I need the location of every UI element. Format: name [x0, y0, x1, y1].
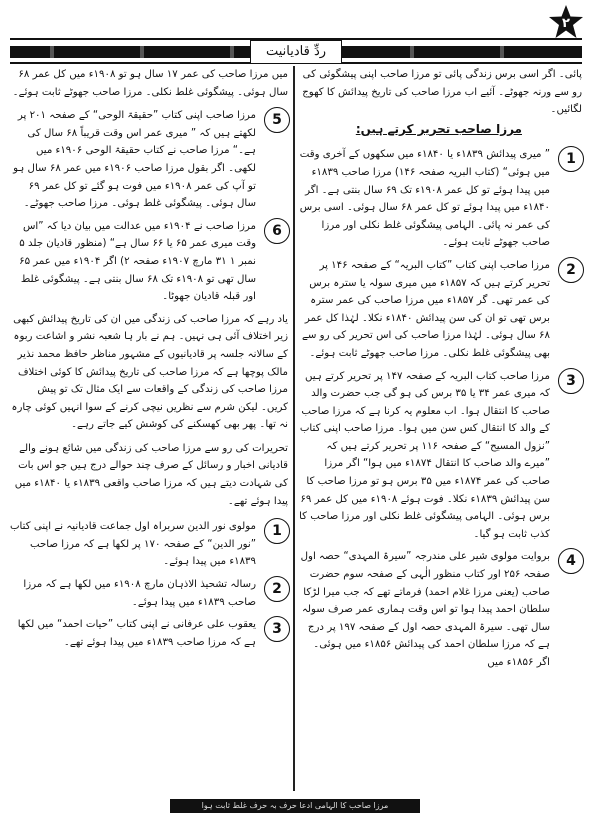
- item-text: مرزا صاحب اپنی کتاب ”حقیقۃ الوحی“ کے صفحہ ۲۰۱ پر لکھتے ہیں کہ ” میری عمر اس وقت قریباً ۶۸ سال کی ہے۔“ مرزا صاحب نے کتاب حقیقۃ الوحی ۱۹۰۶ء میں لکھی۔ اگر بقول مرزا صاحب ۱۹۰۶ء میں عمر ۶۸ سال ہو تو آپ کی عمر ۱۹۰۸ء میں فوت ہو گئے تو کل عمر ۶۹ سال ہوئی۔ پیشگوئی غلط ہوئی۔ مرزا صاحب جھوٹے۔: [13, 110, 256, 210]
- left-intro: میں مرزا صاحب کی عمر ۱۷ سال ہو تو ۱۹۰۸ء میں کل عمر ۶۸ سال ہوئی۔ پیشگوئی غلط نکلی۔ مرزا صاحب جھوٹے ثابت ہوئے۔: [12, 69, 288, 98]
- page-number-badge: ۲: [562, 16, 570, 31]
- item-text: یعقوب علی عرفانی نے اپنی کتاب ”حیات احمد“ میں لکھا ہے کہ مرزا صاحب ۱۸۳۹ء میں پیدا ہوئے تھے۔: [17, 619, 256, 648]
- reference-item: [8, 616, 288, 651]
- item-text: مرزا صاحب نے ۱۹۰۴ء میں عدالت میں بیان دیا کہ ”اس وقت میری عمر ۶۵ یا ۶۶ سال ہے“ (منظور قادیان جلد ۵ نمبر ۱ ۳۱ مارچ ۱۹۰۷ء صفحہ ۲) اگر ۱۹۰۴ء میں عمر ۶۵ سال تھی تو ۱۹۰۸ء تک ۶۸ سال بنتی ہے۔ پیشگوئی غلط اور قبلہ قادیان جھوٹا۔: [19, 220, 256, 303]
- item-text: مولوی نور الدین سربراہ اول جماعت قادیانیہ نے اپنی کتاب ”نور الدین“ کے صفحہ ۱۷۰ پر لکھا ہے کہ مرزا صاحب ۱۸۳۹ء میں پیدا ہوئے۔: [9, 521, 256, 568]
- reference-item: [8, 518, 288, 571]
- item-text: ” میری پیدائش ۱۸۳۹ء یا ۱۸۴۰ء میں سکھوں کے آخری وقت میں ہوئی“ (کتاب البریہ صفحہ ۱۴۶) مرزا صاحب ۱۸۳۹ء میں پیدا ہوئے تو کل عمر ۱۹۰۸ء تک ۶۹ سال بنتی ہے۔ اگر ۱۸۴۰ء میں پیدا ہوئے تو کل عمر ۶۸ سال ہوئی۔ اسی برس کی عمر نہ پائی۔ الہامی پیشگوئی غلط نکلی اور مرزا صاحب جھوٹے ثابت ہوئے۔: [299, 149, 550, 249]
- list-item: [8, 218, 288, 306]
- item-number: 2: [264, 576, 290, 602]
- item-text: بروایت مولوی شیر علی مندرجہ ”سیرۃ المہدی“ حصہ اول صفحہ ۲۵۶ اور کتاب منظور الٰہی کے صفحہ سوم حضرت صاحب (یعنی مرزا غلام احمد) فرماتے تھے کہ جب میرا لڑکا سلطان احمد پیدا ہوا تو اس وقت ہماری عمر صرف سولہ سال تھی۔ سیرۃ المہدی حصہ اول کے صفحہ ۱۹۷ پر درج ہے کہ مرزا سلطان احمد کی پیدائش ۱۸۵۶ء میں ہوئی۔ اگر ۱۸۵۶ء میں: [300, 551, 550, 668]
- item-number: 4: [558, 548, 584, 574]
- item-text: رسالہ تشحیذ الاذہان مارچ ۱۹۰۸ء میں لکھا ہے کہ مرزا صاحب ۱۸۳۹ء میں پیدا ہوئے۔: [23, 579, 256, 608]
- list-item: [298, 257, 582, 363]
- item-number: 1: [558, 146, 584, 172]
- list-item: [298, 146, 582, 252]
- right-intro: پائی۔ اگر اسی برس زندگی پائی تو مرزا صاحب اپنی پیشگوئی کی رو سے ورنہ جھوٹے۔ آئیے اب مرزا صاحب کی تاریخ پیدائش کا کھوج لگائیں۔: [302, 69, 582, 116]
- column-divider: [293, 66, 295, 791]
- page-title: ردِّ قادیانیت: [250, 40, 342, 64]
- list-item: [298, 548, 582, 671]
- left-paragraph: یاد رہے کہ مرزا صاحب کی زندگی میں ان کی تاریخ پیدائش کبھی زیر اختلاف آئی ہی نہیں۔ ہم نے بار ہا شعبہ نشر و اشاعت ربوہ کے سالانہ جلسہ پر قادیانیوں کے مشہور مناظر حافظ محمد نذیر مالک پوچھا ہے کہ مرزا صاحب کی تاریخ پیدائش کا کوئی اختلاف مرزا صاحب کی زندگی کے واقعات سے ایک مثال تک تو پیش کریں۔ لیکن شرم سے نظریں نیچی کرنے کے سوا انہیں کوئی چارہ نہ تھا۔ پھر بھی کھسکنے کی کوشش کیے جاتے رہے۔: [11, 313, 288, 431]
- item-number: 5: [264, 107, 290, 133]
- item-number: 6: [264, 218, 290, 244]
- left-column: [8, 66, 288, 656]
- item-number: 3: [264, 616, 290, 642]
- left-paragraph: تحریرات کی رو سے مرزا صاحب کی زندگی میں شائع ہونے والے قادیانی اخبار و رسائل کے صرف چند حوالے درج ہیں جو اس بات کی شہادت دیتے ہیں کہ مرزا صاحب واقعی ۱۸۳۹ء یا ۱۸۴۰ء میں پیدا ہوئے تھے۔: [14, 442, 288, 507]
- item-number: 1: [264, 518, 290, 544]
- item-text: مرزا صاحب کتاب البریہ کے صفحہ ۱۴۷ پر تحریر کرتے ہیں کہ میری عمر ۳۴ یا ۳۵ برس کی ہو گی جب حضرت والد صاحب کا انتقال ہوا۔ اب معلوم یہ کرنا ہے کہ مرزا صاحب کے والد کا انتقال کس سن میں ہوا۔ مرزا صاحب اپنی کتاب ”نزول المسیح“ کے صفحہ ۱۱۶ پر تحریر کرتے ہیں کہ ”میرے والد صاحب کا انتقال ۱۸۷۴ء میں ہوا“ اگر مرزا صاحب کی عمر ۱۸۷۴ء میں ۳۵ برس ہو تو مرزا صاحب کا سن پیدائش ۱۸۳۹ء نکلا۔ فوت ہوئے ۱۹۰۸ء میں کل عمر ۶۹ برس ہوئی۔ الہامی پیشگوئی غلط نکلی اور مرزا صاحب کا کذب ثابت ہو گیا۔: [299, 370, 550, 540]
- item-number: 2: [558, 257, 584, 283]
- footer-banner: مرزا صاحب کا الہامی ادعا حرف بہ حرف غلط ثابت ہوا: [170, 799, 420, 813]
- item-text: مرزا صاحب اپنی کتاب ”کتاب البریہ“ کے صفحہ ۱۴۶ پر تحریر کرتے ہیں کہ ۱۸۵۷ء میں میری سولہ یا سترہ برس کی عمر تھی۔ گر ۱۸۵۷ء میں مرزا صاحب کی عمر سترہ برس تھی تو ان کی سن پیدائش ۱۸۴۰ء نکلا۔ لہٰذا کل عمر ۶۸ سال ہوئی۔ لہٰذا مرزا صاحب کی اس تحریر کی رو سے بھی پیشگوئی غلط نکلی۔ مرزا صاحب جھوٹے ثابت ہوئے۔: [301, 259, 550, 359]
- list-item: [298, 368, 582, 544]
- right-subheading: مرزا صاحب تحریر کرتے ہیں:: [355, 121, 522, 136]
- list-item: [8, 107, 288, 213]
- reference-item: [8, 576, 288, 611]
- item-number: 3: [558, 368, 584, 394]
- right-column: [298, 66, 582, 677]
